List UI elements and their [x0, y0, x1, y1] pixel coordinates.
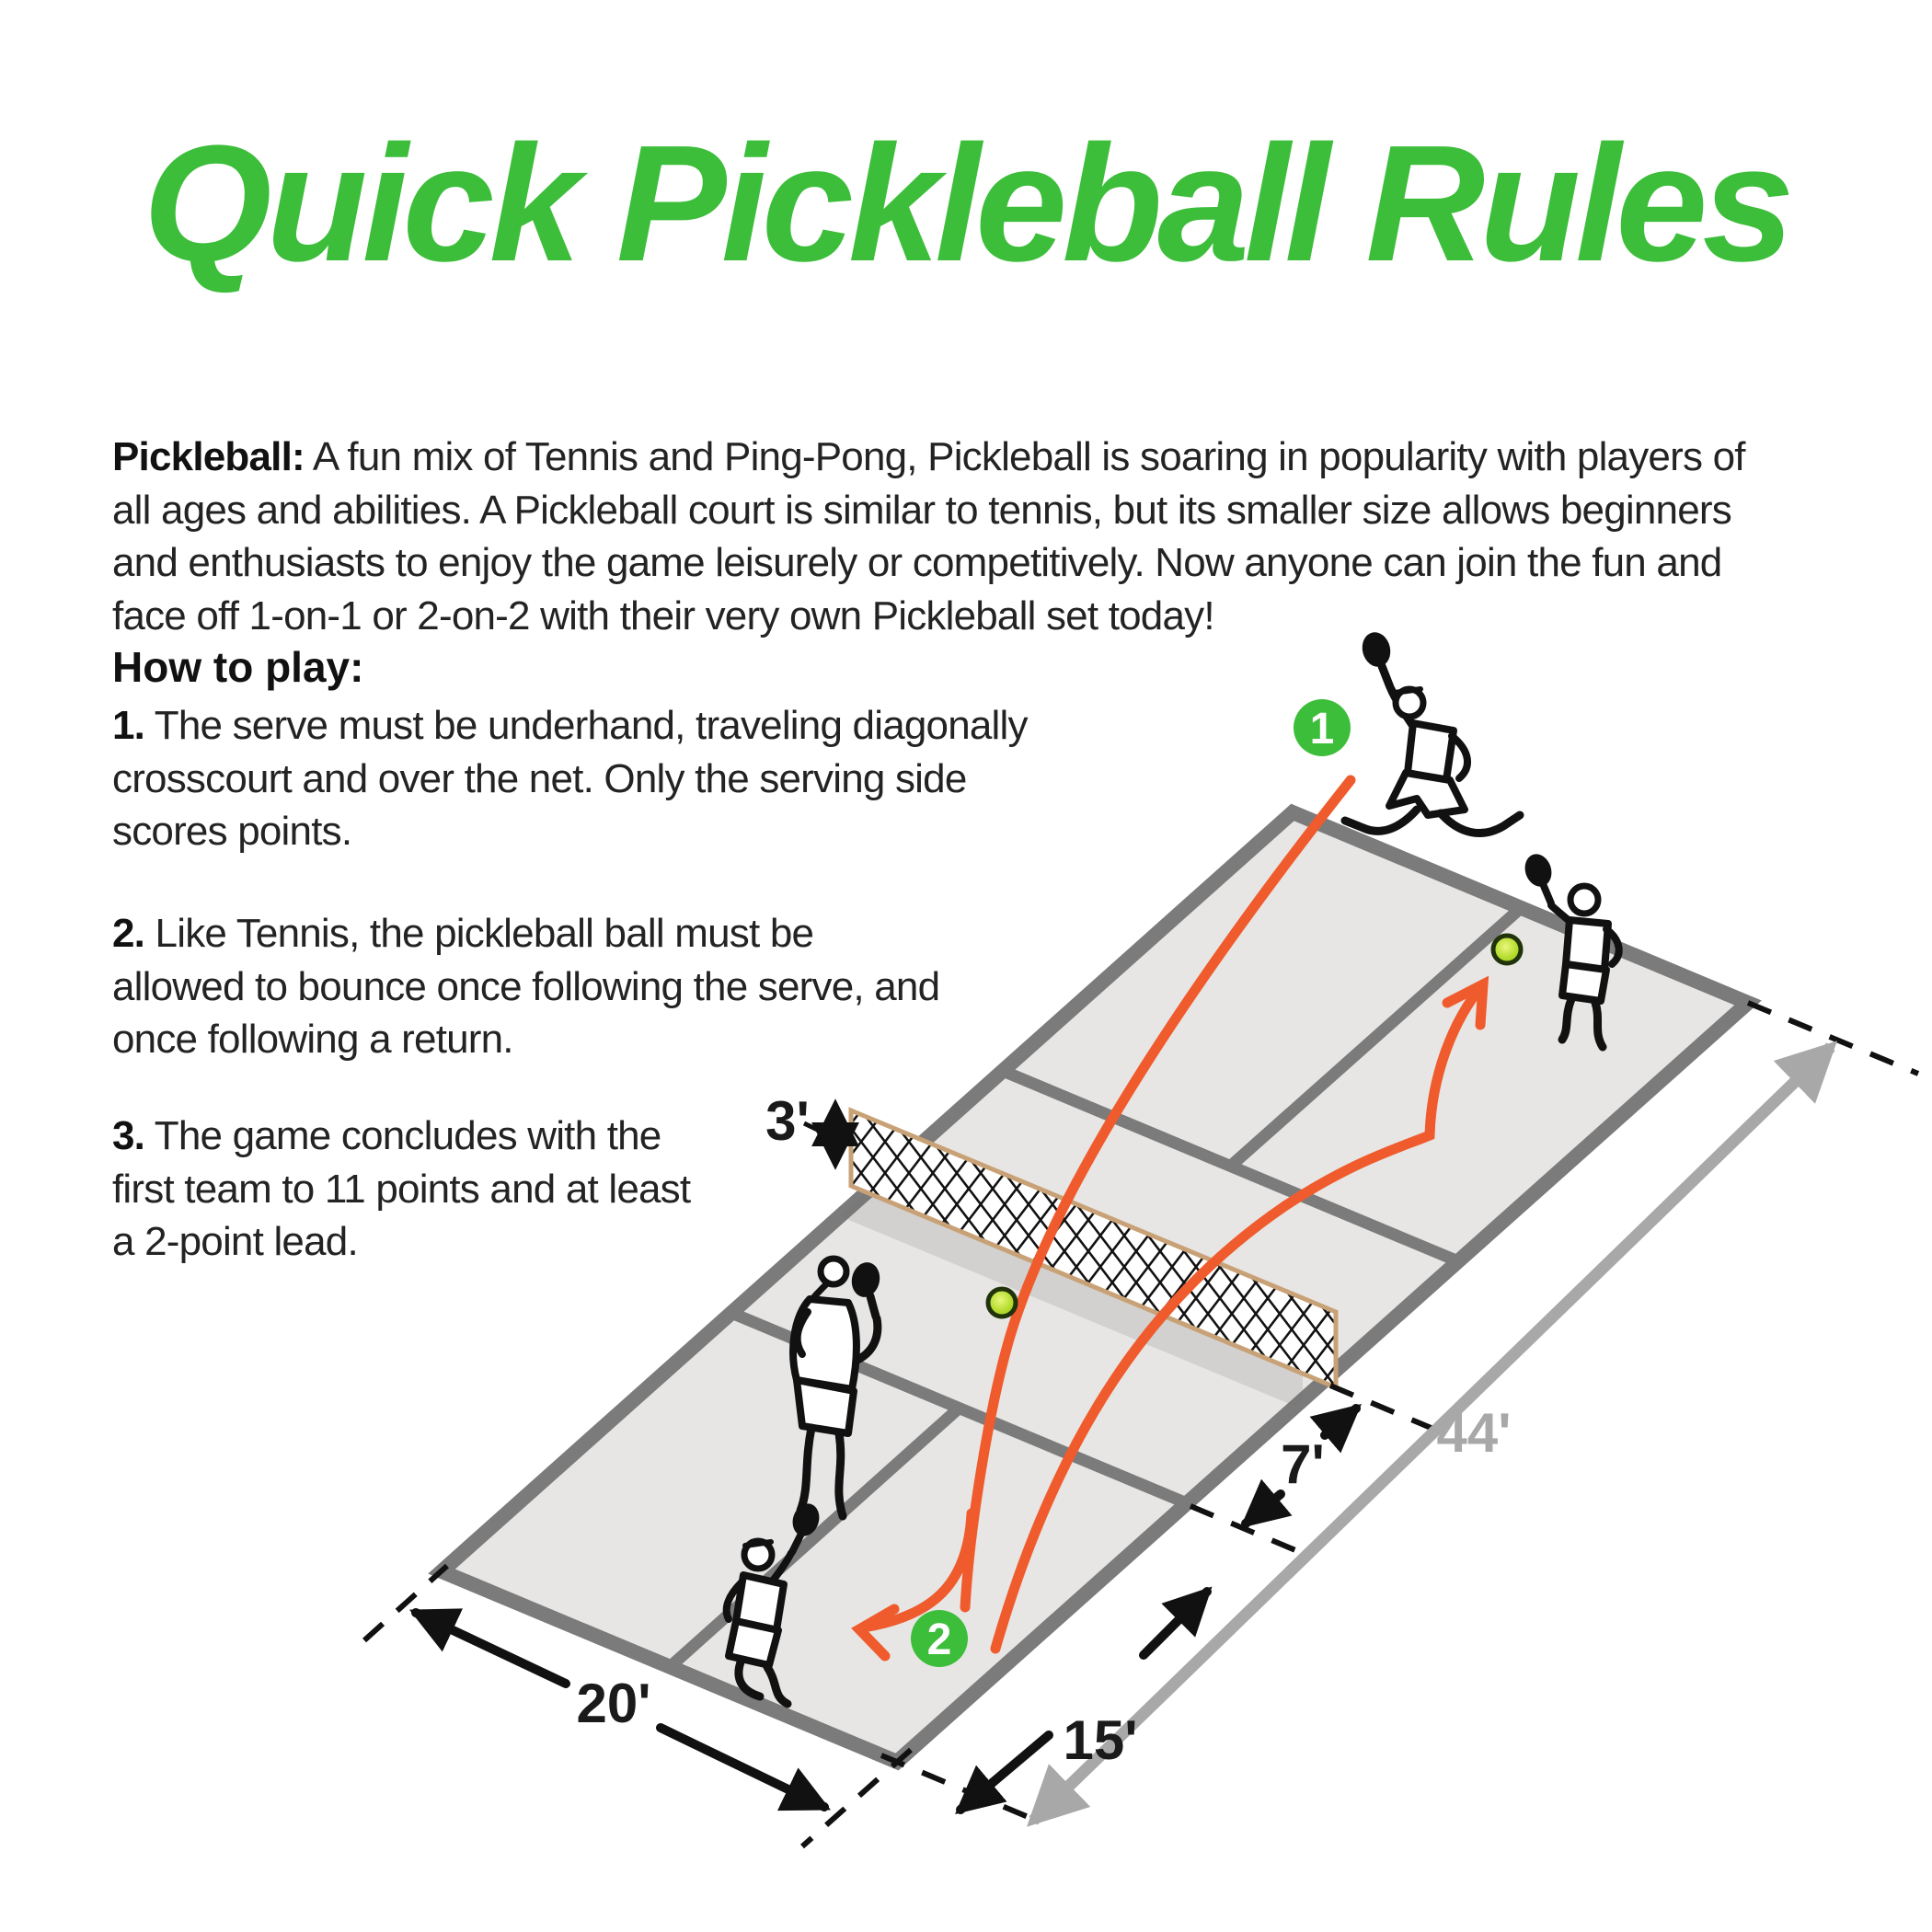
dim-44-label: 44' [1436, 1402, 1512, 1464]
rule-1-number: 1. [112, 703, 145, 748]
paddle-icon [1521, 851, 1556, 891]
intro-lead: Pickleball: [112, 434, 305, 479]
paddle-icon [1359, 629, 1394, 670]
dim-net-height [765, 1090, 835, 1163]
rule-2-text: Like Tennis, the pickleball ball must be allowed to bounce once following the serve, and once following a return. [112, 911, 940, 1063]
dim-3-label: 3' [765, 1090, 810, 1152]
rule-3-number: 3. [112, 1113, 145, 1158]
ext-right-corner [1748, 1003, 1918, 1074]
dim-7-label: 7' [1281, 1433, 1325, 1495]
dim-15-label: 15' [1063, 1709, 1138, 1771]
player-serving [1345, 629, 1520, 834]
ext-kitchen-corner [1190, 1506, 1306, 1555]
step-1-number: 1 [1309, 705, 1335, 753]
rule-2-number: 2. [112, 911, 145, 956]
how-to-play-heading: How to play: [112, 643, 364, 691]
pickleball-far-court [1493, 936, 1521, 963]
rule-1-text: The serve must be underhand, traveling diagonally crosscourt and over the net. Only the serving side scores points. [112, 703, 1028, 855]
intro-text: A fun mix of Tennis and Ping-Pong, Pickleball is soaring in popularity with players of all ages and abilities. A Pickleball court is similar to tennis, but its smaller size allows beginners and enthusiasts to enjoy the game leisurely or competitively. Now anyone can join the fun and face off 1-on-1 or 2-on-2 with their very own Pickleball set today! [112, 434, 1745, 638]
rule-3-text: The game concludes with the first team to 11 points and at least a 2-point lead. [112, 1113, 691, 1265]
page-title: Quick Pickleball Rules [143, 111, 1789, 296]
ext-bottom-corner-a [802, 1750, 911, 1846]
ext-left-corner [364, 1566, 447, 1640]
dim-20-label: 20' [576, 1673, 651, 1734]
step-2-number: 2 [926, 1616, 952, 1664]
pickleball-mid-court [988, 1289, 1016, 1317]
